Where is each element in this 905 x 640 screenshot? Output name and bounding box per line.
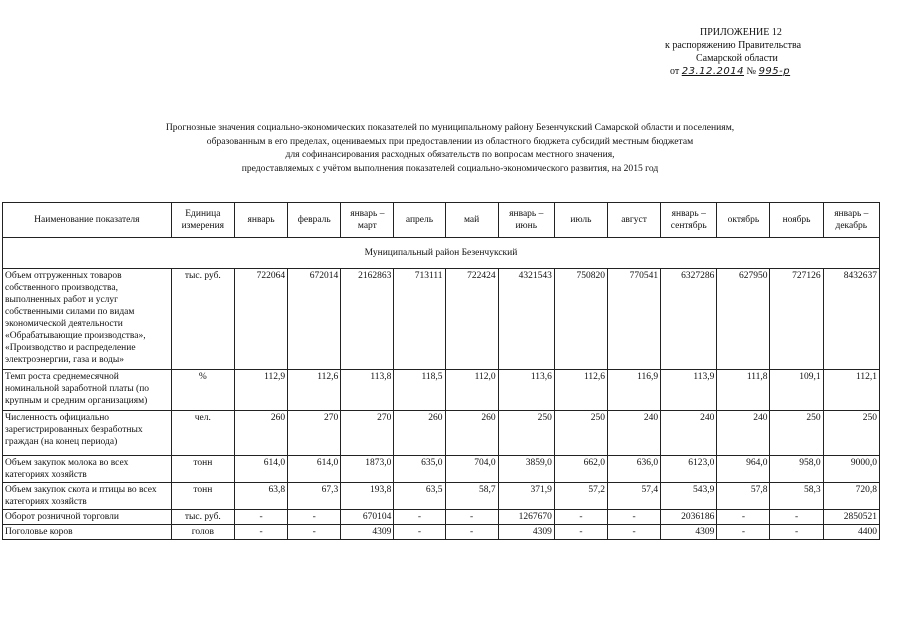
heading-line: Прогнозные значения социально-экономических показателей по муниципальному району Безенчукский Самарской области и поселениям,: [165, 122, 735, 133]
value-cell: 112,6: [288, 370, 341, 411]
value-cell: -: [394, 510, 445, 525]
table-row: [3, 456, 880, 483]
column-header: январь – декабрь: [823, 203, 879, 238]
value-cell: 543,9: [661, 483, 717, 510]
value-cell: 9000,0: [823, 456, 879, 483]
value-cell: 2162863: [341, 269, 394, 370]
value-cell: 672014: [288, 269, 341, 370]
value-cell: 118,5: [394, 370, 445, 411]
indicator-name: Объем отгруженных товаров собственного производства, выполненных работ и услуг собственными силами по видам экономической деятельности «Обрабатывающие производства», «Производство и распределение электроэнергии, газа и воды»: [3, 269, 172, 370]
value-cell: 722064: [235, 269, 288, 370]
value-cell: 67,3: [288, 483, 341, 510]
value-cell: 1873,0: [341, 456, 394, 483]
value-cell: 57,8: [717, 483, 770, 510]
value-cell: 240: [608, 411, 661, 456]
table-row: [3, 510, 880, 525]
value-cell: 57,4: [608, 483, 661, 510]
value-cell: 63,5: [394, 483, 445, 510]
value-cell: 111,8: [717, 370, 770, 411]
value-cell: 112,9: [235, 370, 288, 411]
appendix-line-region: Самарской области: [696, 53, 778, 64]
value-cell: 58,3: [770, 483, 823, 510]
value-cell: 58,7: [445, 483, 498, 510]
value-cell: 112,6: [554, 370, 607, 411]
value-cell: -: [770, 525, 823, 540]
column-header: январь – июнь: [498, 203, 554, 238]
value-cell: -: [554, 525, 607, 540]
value-cell: 116,9: [608, 370, 661, 411]
column-header: июль: [554, 203, 607, 238]
indicator-name: Объем закупок молока во всех категориях хозяйств: [3, 456, 172, 483]
unit-cell: тонн: [171, 456, 234, 483]
value-cell: 958,0: [770, 456, 823, 483]
value-cell: 113,6: [498, 370, 554, 411]
table-row: [3, 411, 880, 456]
value-cell: 63,8: [235, 483, 288, 510]
column-header: апрель: [394, 203, 445, 238]
value-cell: 636,0: [608, 456, 661, 483]
heading-line: предоставляемых с учётом выполнения показателей социально-экономического развития, на 2015 год: [241, 162, 659, 174]
value-cell: 614,0: [235, 456, 288, 483]
indicator-name: Численность официально зарегистрированных безработных граждан (на конец периода): [3, 411, 172, 456]
table-row: [3, 370, 880, 411]
appendix-title: ПРИЛОЖЕНИЕ 12: [700, 27, 782, 38]
indicator-name: Оборот розничной торговли: [3, 510, 172, 525]
value-cell: 260: [394, 411, 445, 456]
value-cell: 4309: [661, 525, 717, 540]
column-header: октябрь: [717, 203, 770, 238]
value-cell: -: [770, 510, 823, 525]
value-cell: 57,2: [554, 483, 607, 510]
value-cell: 250: [770, 411, 823, 456]
value-cell: 770541: [608, 269, 661, 370]
value-cell: 2850521: [823, 510, 879, 525]
document-heading: [100, 121, 800, 175]
value-cell: -: [445, 525, 498, 540]
value-cell: 113,8: [341, 370, 394, 411]
table-row: [3, 483, 880, 510]
value-cell: 270: [288, 411, 341, 456]
unit-cell: тыс. руб.: [171, 510, 234, 525]
column-header: ноябрь: [770, 203, 823, 238]
from-label: от: [670, 66, 680, 77]
column-header: январь – март: [341, 203, 394, 238]
appendix-block: [630, 26, 830, 78]
value-cell: -: [554, 510, 607, 525]
indicator-name: Поголовье коров: [3, 525, 172, 540]
value-cell: 250: [498, 411, 554, 456]
value-cell: 727126: [770, 269, 823, 370]
appendix-date-line: [630, 65, 830, 78]
value-cell: 4400: [823, 525, 879, 540]
value-cell: 371,9: [498, 483, 554, 510]
value-cell: 704,0: [445, 456, 498, 483]
value-cell: -: [235, 510, 288, 525]
value-cell: -: [717, 510, 770, 525]
value-cell: 112,1: [823, 370, 879, 411]
column-header: Единица измерения: [171, 203, 234, 238]
value-cell: 722424: [445, 269, 498, 370]
unit-cell: чел.: [171, 411, 234, 456]
value-cell: 627950: [717, 269, 770, 370]
column-header: май: [445, 203, 498, 238]
handwritten-number: 995-р: [758, 66, 791, 77]
value-cell: 2036186: [661, 510, 717, 525]
value-cell: 4309: [498, 525, 554, 540]
column-header: январь – сентябрь: [661, 203, 717, 238]
indicators-table: [2, 202, 880, 540]
column-header: январь: [235, 203, 288, 238]
value-cell: 250: [823, 411, 879, 456]
value-cell: 662,0: [554, 456, 607, 483]
value-cell: 670104: [341, 510, 394, 525]
value-cell: -: [288, 525, 341, 540]
value-cell: 112,0: [445, 370, 498, 411]
unit-cell: тонн: [171, 483, 234, 510]
handwritten-date: 23.12.2014: [681, 66, 745, 77]
appendix-line-decree: к распоряжению Правительства: [665, 40, 802, 51]
unit-cell: голов: [171, 525, 234, 540]
value-cell: -: [394, 525, 445, 540]
value-cell: -: [235, 525, 288, 540]
value-cell: 720,8: [823, 483, 879, 510]
value-cell: 109,1: [770, 370, 823, 411]
value-cell: 4321543: [498, 269, 554, 370]
column-header: Наименование показателя: [3, 203, 172, 238]
unit-cell: тыс. руб.: [171, 269, 234, 370]
value-cell: 614,0: [288, 456, 341, 483]
heading-line: образованным в его пределах, оцениваемых при предоставлении из областного бюджета субсидий местным бюджетам: [206, 135, 694, 147]
value-cell: 240: [661, 411, 717, 456]
value-cell: -: [288, 510, 341, 525]
value-cell: -: [445, 510, 498, 525]
value-cell: 964,0: [717, 456, 770, 483]
value-cell: 240: [717, 411, 770, 456]
unit-cell: %: [171, 370, 234, 411]
value-cell: -: [717, 525, 770, 540]
value-cell: 713111: [394, 269, 445, 370]
indicator-name: Объем закупок скота и птицы во всех категориях хозяйств: [3, 483, 172, 510]
value-cell: 193,8: [341, 483, 394, 510]
column-header: август: [608, 203, 661, 238]
value-cell: -: [608, 525, 661, 540]
value-cell: 750820: [554, 269, 607, 370]
value-cell: 3859,0: [498, 456, 554, 483]
value-cell: 6123,0: [661, 456, 717, 483]
value-cell: 260: [235, 411, 288, 456]
column-header: февраль: [288, 203, 341, 238]
value-cell: 1267670: [498, 510, 554, 525]
value-cell: 250: [554, 411, 607, 456]
section-row: [3, 238, 880, 269]
value-cell: 635,0: [394, 456, 445, 483]
indicator-name: Темп роста среднемесячной номинальной заработной платы (по крупным и средним организациям): [3, 370, 172, 411]
value-cell: 6327286: [661, 269, 717, 370]
number-label: №: [746, 66, 757, 77]
value-cell: 270: [341, 411, 394, 456]
table-row: [3, 525, 880, 540]
heading-line: для софинансирования расходных обязательств по вопросам местного значения,: [285, 149, 615, 160]
value-cell: 8432637: [823, 269, 879, 370]
value-cell: 260: [445, 411, 498, 456]
value-cell: 113,9: [661, 370, 717, 411]
value-cell: -: [608, 510, 661, 525]
value-cell: 4309: [341, 525, 394, 540]
section-title: Муниципальный район Безенчукский: [3, 238, 880, 269]
table-header-row: [3, 203, 880, 238]
table-row: [3, 269, 880, 370]
